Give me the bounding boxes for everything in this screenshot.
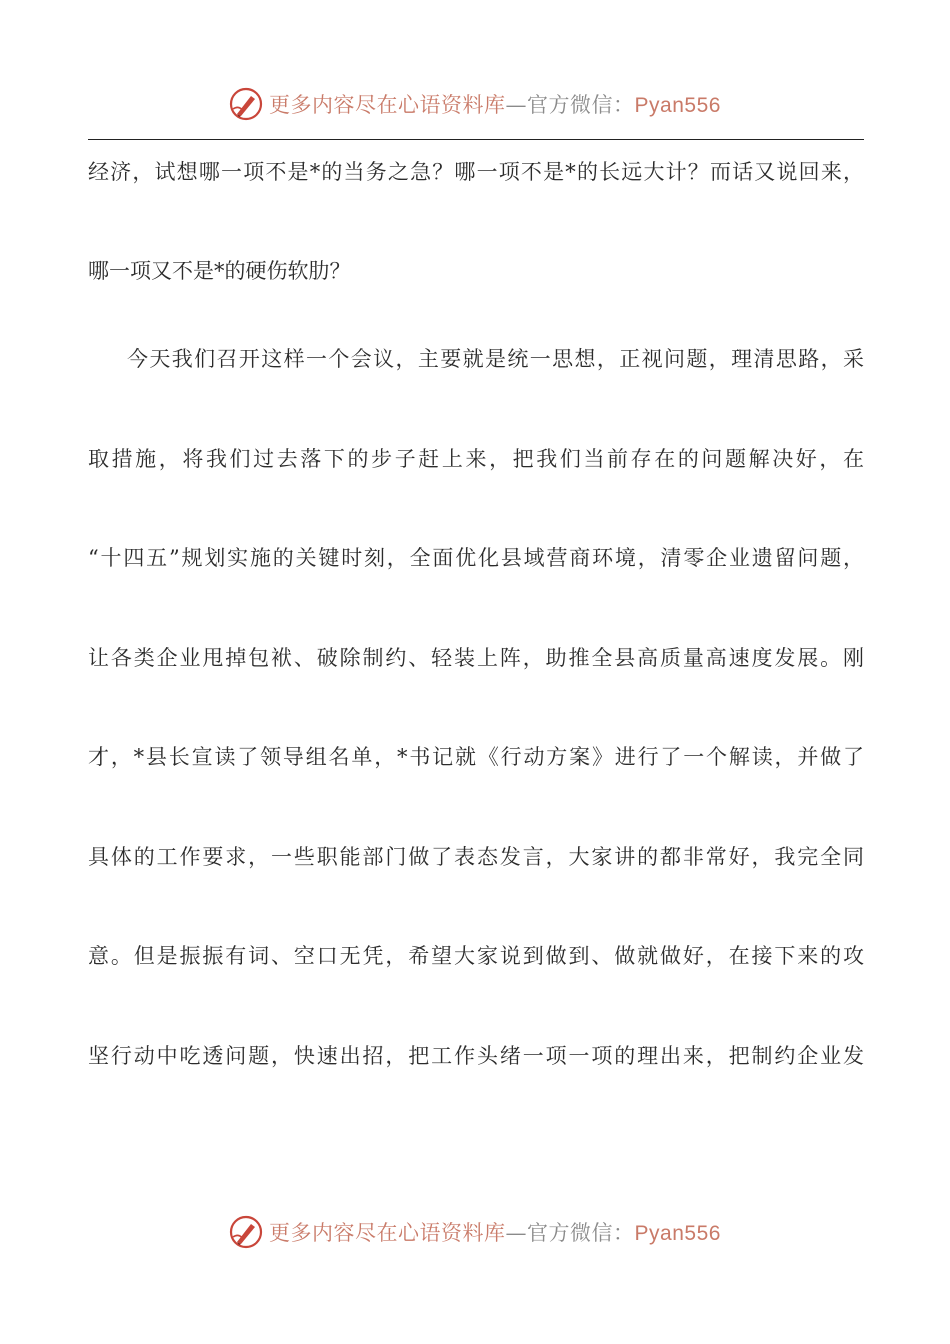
footer-site-name: 更多内容尽在心语资料库 <box>269 1221 506 1245</box>
footer-text <box>269 1217 721 1247</box>
header-wechat-id: Pyan556 <box>634 94 721 117</box>
body-line-10: 坚行动中吃透问题，快速出招，把工作头绪一项一项的理出来，把制约企业发 <box>88 1044 864 1068</box>
header-site-name: 更多内容尽在心语资料库 <box>269 93 506 117</box>
body-line-9: 意。但是振振有词、空口无凭，希望大家说到做到、做就做好，在接下来的攻 <box>88 944 864 968</box>
body-line-5: “十四五”规划实施的关键时刻，全面优化县域营商环境，清零企业遗留问题， <box>88 546 864 570</box>
header-divider <box>88 139 864 140</box>
footer-wechat-label: 官方微信： <box>527 1221 635 1245</box>
body-line-1: 经济，试想哪一项不是*的当务之急？哪一项不是*的长远大计？而话又说回来， <box>88 160 864 184</box>
pen-logo-icon <box>229 87 263 121</box>
header-text <box>269 89 721 119</box>
body-line-4: 取措施，将我们过去落下的步子赶上来，把我们当前存在的问题解决好，在 <box>88 447 864 471</box>
header-wechat-label: 官方微信： <box>527 93 635 117</box>
pen-logo-icon <box>229 1215 263 1249</box>
footer-dash: — <box>505 1221 528 1245</box>
footer-wechat-id: Pyan556 <box>634 1222 721 1245</box>
footer-banner <box>0 1212 950 1252</box>
body-line-7: 才，*县长宣读了领导组名单，*书记就《行动方案》进行了一个解读，并做了 <box>88 745 864 769</box>
header-banner <box>0 84 950 124</box>
header-dash: — <box>505 93 528 117</box>
body-line-2: 哪一项又不是*的硬伤软肋？ <box>88 259 351 283</box>
body-line-3: 今天我们召开这样一个会议，主要就是统一思想，正视问题，理清思路，采 <box>127 347 864 371</box>
body-line-6: 让各类企业甩掉包袱、破除制约、轻装上阵，助推全县高质量高速度发展。刚 <box>88 646 864 670</box>
body-line-8: 具体的工作要求，一些职能部门做了表态发言，大家讲的都非常好，我完全同 <box>88 845 864 869</box>
